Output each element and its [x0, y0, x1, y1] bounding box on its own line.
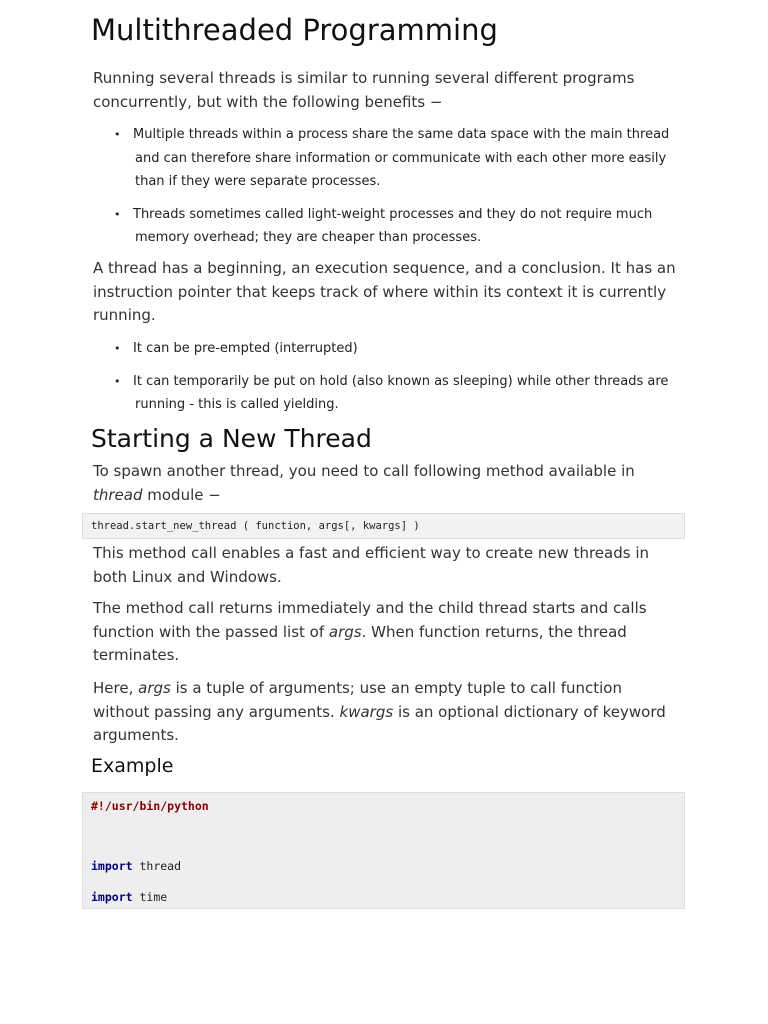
bullet-icon: •: [114, 374, 121, 388]
method-signature: thread.start_new_thread ( function, args[, kwargs] ): [82, 513, 685, 539]
fast-paragraph: This method call enables a fast and efficient way to create new threads in both Linux and Windows.: [93, 544, 650, 586]
code-line: import time: [91, 890, 168, 904]
list-item: • It can temporarily be put on hold (also known as sleeping) while other threads are running - this is called yielding.: [91, 370, 670, 417]
thread-description: A thread has a beginning, an execution sequence, and a conclusion. It has an instruction pointer that keeps track of where within its context it is currently running.: [93, 259, 676, 324]
intro-paragraph: Running several threads is similar to running several different programs concurrently, but with the following benefits −: [93, 69, 635, 111]
list-item: • Threads sometimes called light-weight processes and they do not require much memory overhead; they are cheaper than processes.: [91, 203, 670, 250]
benefits-list: [91, 123, 691, 250]
bullet-icon: •: [114, 207, 121, 221]
list-item: • It can be pre-empted (interrupted): [91, 337, 670, 361]
code-line: import thread: [91, 859, 182, 873]
list-item: • Multiple threads within a process share the same data space with the main thread and can therefore share information or communicate with each other more easily than if they were separate processes.: [91, 123, 670, 194]
spawn-paragraph: To spawn another thread, you need to call following method available in thread module −: [93, 462, 635, 504]
page-title: Multithreaded Programming: [91, 13, 498, 47]
bullet-icon: •: [114, 342, 121, 355]
code-shebang: #!/usr/bin/python: [91, 799, 209, 813]
code-example: [82, 792, 685, 909]
example-heading: Example: [91, 755, 174, 777]
section-heading: Starting a New Thread: [91, 424, 372, 453]
thread-points-list: [91, 337, 691, 417]
returns-paragraph: The method call returns immediately and the child thread starts and calls function with the passed list of args. When function returns, the thread terminates.: [93, 599, 647, 664]
bullet-icon: •: [114, 128, 121, 141]
args-paragraph: Here, args is a tuple of arguments; use an empty tuple to call function without passing any arguments. kwargs is an optional dictionary of keyword arguments.: [93, 679, 666, 744]
